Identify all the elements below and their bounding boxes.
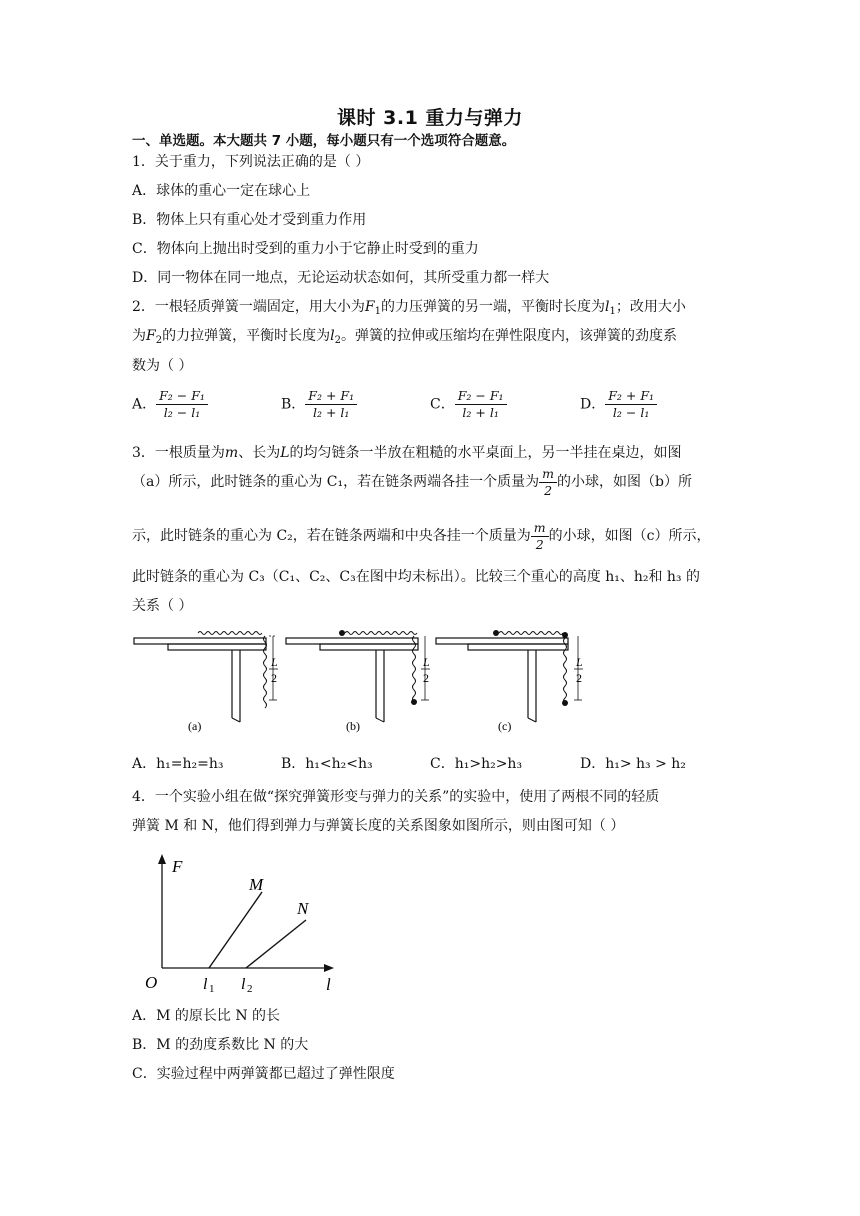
q1-option-a: A．球体的重心一定在球心上 (132, 183, 311, 199)
dim-label-2-b: 2 (423, 671, 429, 685)
q3-line-4: 此时链条的重心为 C₃（C₁、C₂、C₃在图中均未标出）。比较三个重心的高度 h₁、h₂和 h₃ 的 (132, 569, 700, 585)
dim-label-2-c: 2 (576, 671, 582, 685)
l1-label: l (203, 976, 208, 993)
f-axis-label: F (172, 857, 183, 876)
q3-line-1: 3．一根质量为m、长为L的均匀链条一半放在粗糙的水平桌面上，另一半挂在桌边，如图 (132, 445, 682, 461)
q2-option-b: B． $\frac{\text{F₂ + F₁}}{\text{l₂ + l₁}}$ (281, 388, 357, 421)
l1-subscript: 1 (209, 983, 215, 995)
fig-label-c: (c) (498, 719, 512, 733)
q2-line-1: 2．一根轻质弹簧一端固定，用大小为$F_1$的力压弹簧的另一端，平衡时长度为$l_1$；改用大小 (132, 299, 686, 317)
line-n (246, 920, 306, 968)
fig-label-a: (a) (188, 719, 202, 733)
l2-subscript: 2 (247, 983, 253, 995)
line-m (209, 892, 262, 968)
line-m-label: M (249, 875, 264, 894)
chain-figure (128, 626, 608, 736)
q4-line-1: 4．一个实验小组在做“探究弹簧形变与弹力的关系”的实验中，使用了两根不同的轻质 (132, 789, 660, 805)
force-length-graph (140, 850, 350, 995)
q4-option-a: A．M 的原长比 N 的长 (132, 1008, 281, 1024)
q4-line-2: 弹簧 M 和 N，他们得到弹力与弹簧长度的关系图象如图所示，则由图可知（ ） (132, 818, 625, 834)
l2-label: l (241, 976, 246, 993)
chain-panel-b (286, 630, 430, 733)
l-axis-label: l (326, 975, 331, 994)
ball-end-b2 (411, 699, 417, 705)
l-axis-arrow (324, 964, 334, 972)
section-header: 一、单选题。本大题共 7 小题，每小题只有一个选项符合题意。 (132, 133, 516, 149)
q1-option-d: D．同一物体在同一地点，无论运动状态如何，其所受重力都一样大 (132, 270, 550, 286)
q4-option-b: B．M 的劲度系数比 N 的大 (132, 1037, 309, 1053)
q1-stem: 1．关于重力，下列说法正确的是（ ） (132, 154, 370, 170)
page-title: 课时 3.1 重力与弹力 (337, 107, 523, 129)
ball-middle-c (562, 632, 568, 638)
q1-option-b: B．物体上只有重心处才受到重力作用 (132, 212, 367, 228)
q2-option-c: C． $\frac{\text{F₂ − F₁}}{\text{l₂ + l₁}}$ (430, 388, 507, 421)
q2-line-3: 数为（ ） (132, 358, 193, 374)
q3-option-a: A．h₁=h₂=h₃ (132, 756, 224, 772)
chain-hanging (264, 636, 267, 708)
q3-line-2: （a）所示，此时链条的重心为 C₁，若在链条两端各挂一个质量为 $\frac{m}{2}$ 的小球，如图（b）所 (132, 465, 692, 498)
q2-option-a: A． $\frac{\text{F₂ − F₁}}{\text{l₂ − l₁}}$ (132, 388, 208, 421)
q2-line-2: 为$F_2$的力拉弹簧，平衡时长度为$l_2$。弹簧的拉伸或压缩均在弹性限度内，该弹簧的劲度系 (132, 328, 677, 346)
ball-end-b1 (339, 630, 345, 636)
q4-option-c: C．实验过程中两弹簧都已超过了弹性限度 (132, 1066, 395, 1082)
ball-end-c2 (562, 700, 568, 706)
chain-panel-c (436, 630, 583, 733)
dim-label-2-a: 2 (271, 671, 277, 685)
q3-option-b: B．h₁<h₂<h₃ (281, 756, 373, 772)
line-n-label: N (297, 899, 309, 918)
q3-line-5: 关系（ ） (132, 598, 193, 614)
ball-end-c1 (493, 630, 499, 636)
dim-label-l-c: L (576, 655, 583, 669)
chain-horizontal (198, 632, 262, 635)
origin-label: O (145, 973, 158, 992)
fig-label-b: (b) (346, 719, 360, 733)
dim-label-l-a: L (271, 655, 278, 669)
q2-option-d: D． $\frac{\text{F₂ + F₁}}{\text{l₂ − l₁}}$ (580, 388, 657, 421)
f-axis-arrow (158, 854, 166, 864)
dim-label-l-b: L (423, 655, 430, 669)
q3-line-3: 示，此时链条的重心为 C₂，若在链条两端和中央各挂一个质量为 $\frac{m}{2}$ 的小球，如图（c）所示， (132, 519, 711, 552)
q3-option-d: D．h₁> h₃ > h₂ (580, 756, 686, 772)
chain-panel-a (134, 632, 278, 734)
q1-option-c: C．物体向上抛出时受到的重力小于它静止时受到的重力 (132, 241, 479, 257)
q3-option-c: C．h₁>h₂>h₃ (430, 756, 523, 772)
